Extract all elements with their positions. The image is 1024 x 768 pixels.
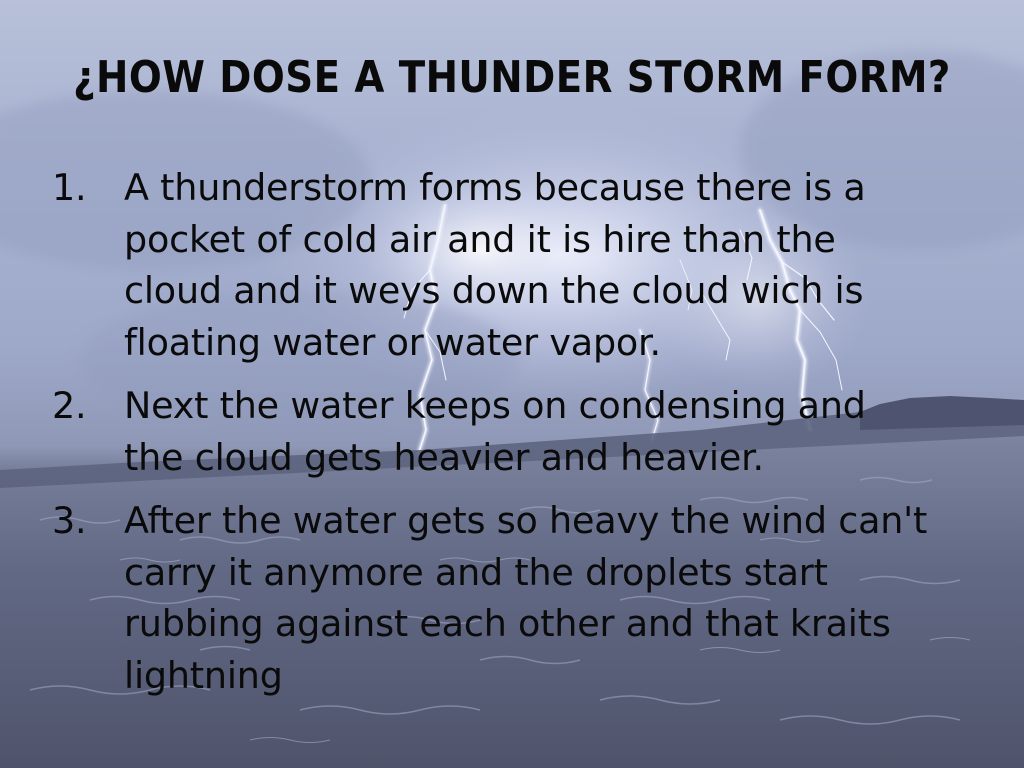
- numbered-list: [52, 162, 932, 701]
- list-item: [52, 162, 932, 368]
- list-item-number: 1.: [52, 166, 87, 209]
- list-item-number: 3.: [52, 499, 87, 542]
- list-item: [52, 380, 932, 483]
- list-item-text: After the water gets so heavy the wind can't carry it anymore and the droplets start rubbing against each other and that kraits lightning: [124, 499, 928, 697]
- slide-title: ¿HOW DOSE A THUNDER STORM FORM?: [73, 52, 951, 103]
- list-item-text: A thunderstorm forms because there is a pocket of cold air and it is hire than the cloud and it weys down the cloud wich is floating water or water vapor.: [124, 166, 866, 364]
- slide-body: [52, 162, 932, 697]
- list-item-number: 2.: [52, 384, 87, 427]
- list-item: [52, 495, 932, 701]
- list-item-text: Next the water keeps on condensing and the cloud gets heavier and heavier.: [124, 384, 866, 479]
